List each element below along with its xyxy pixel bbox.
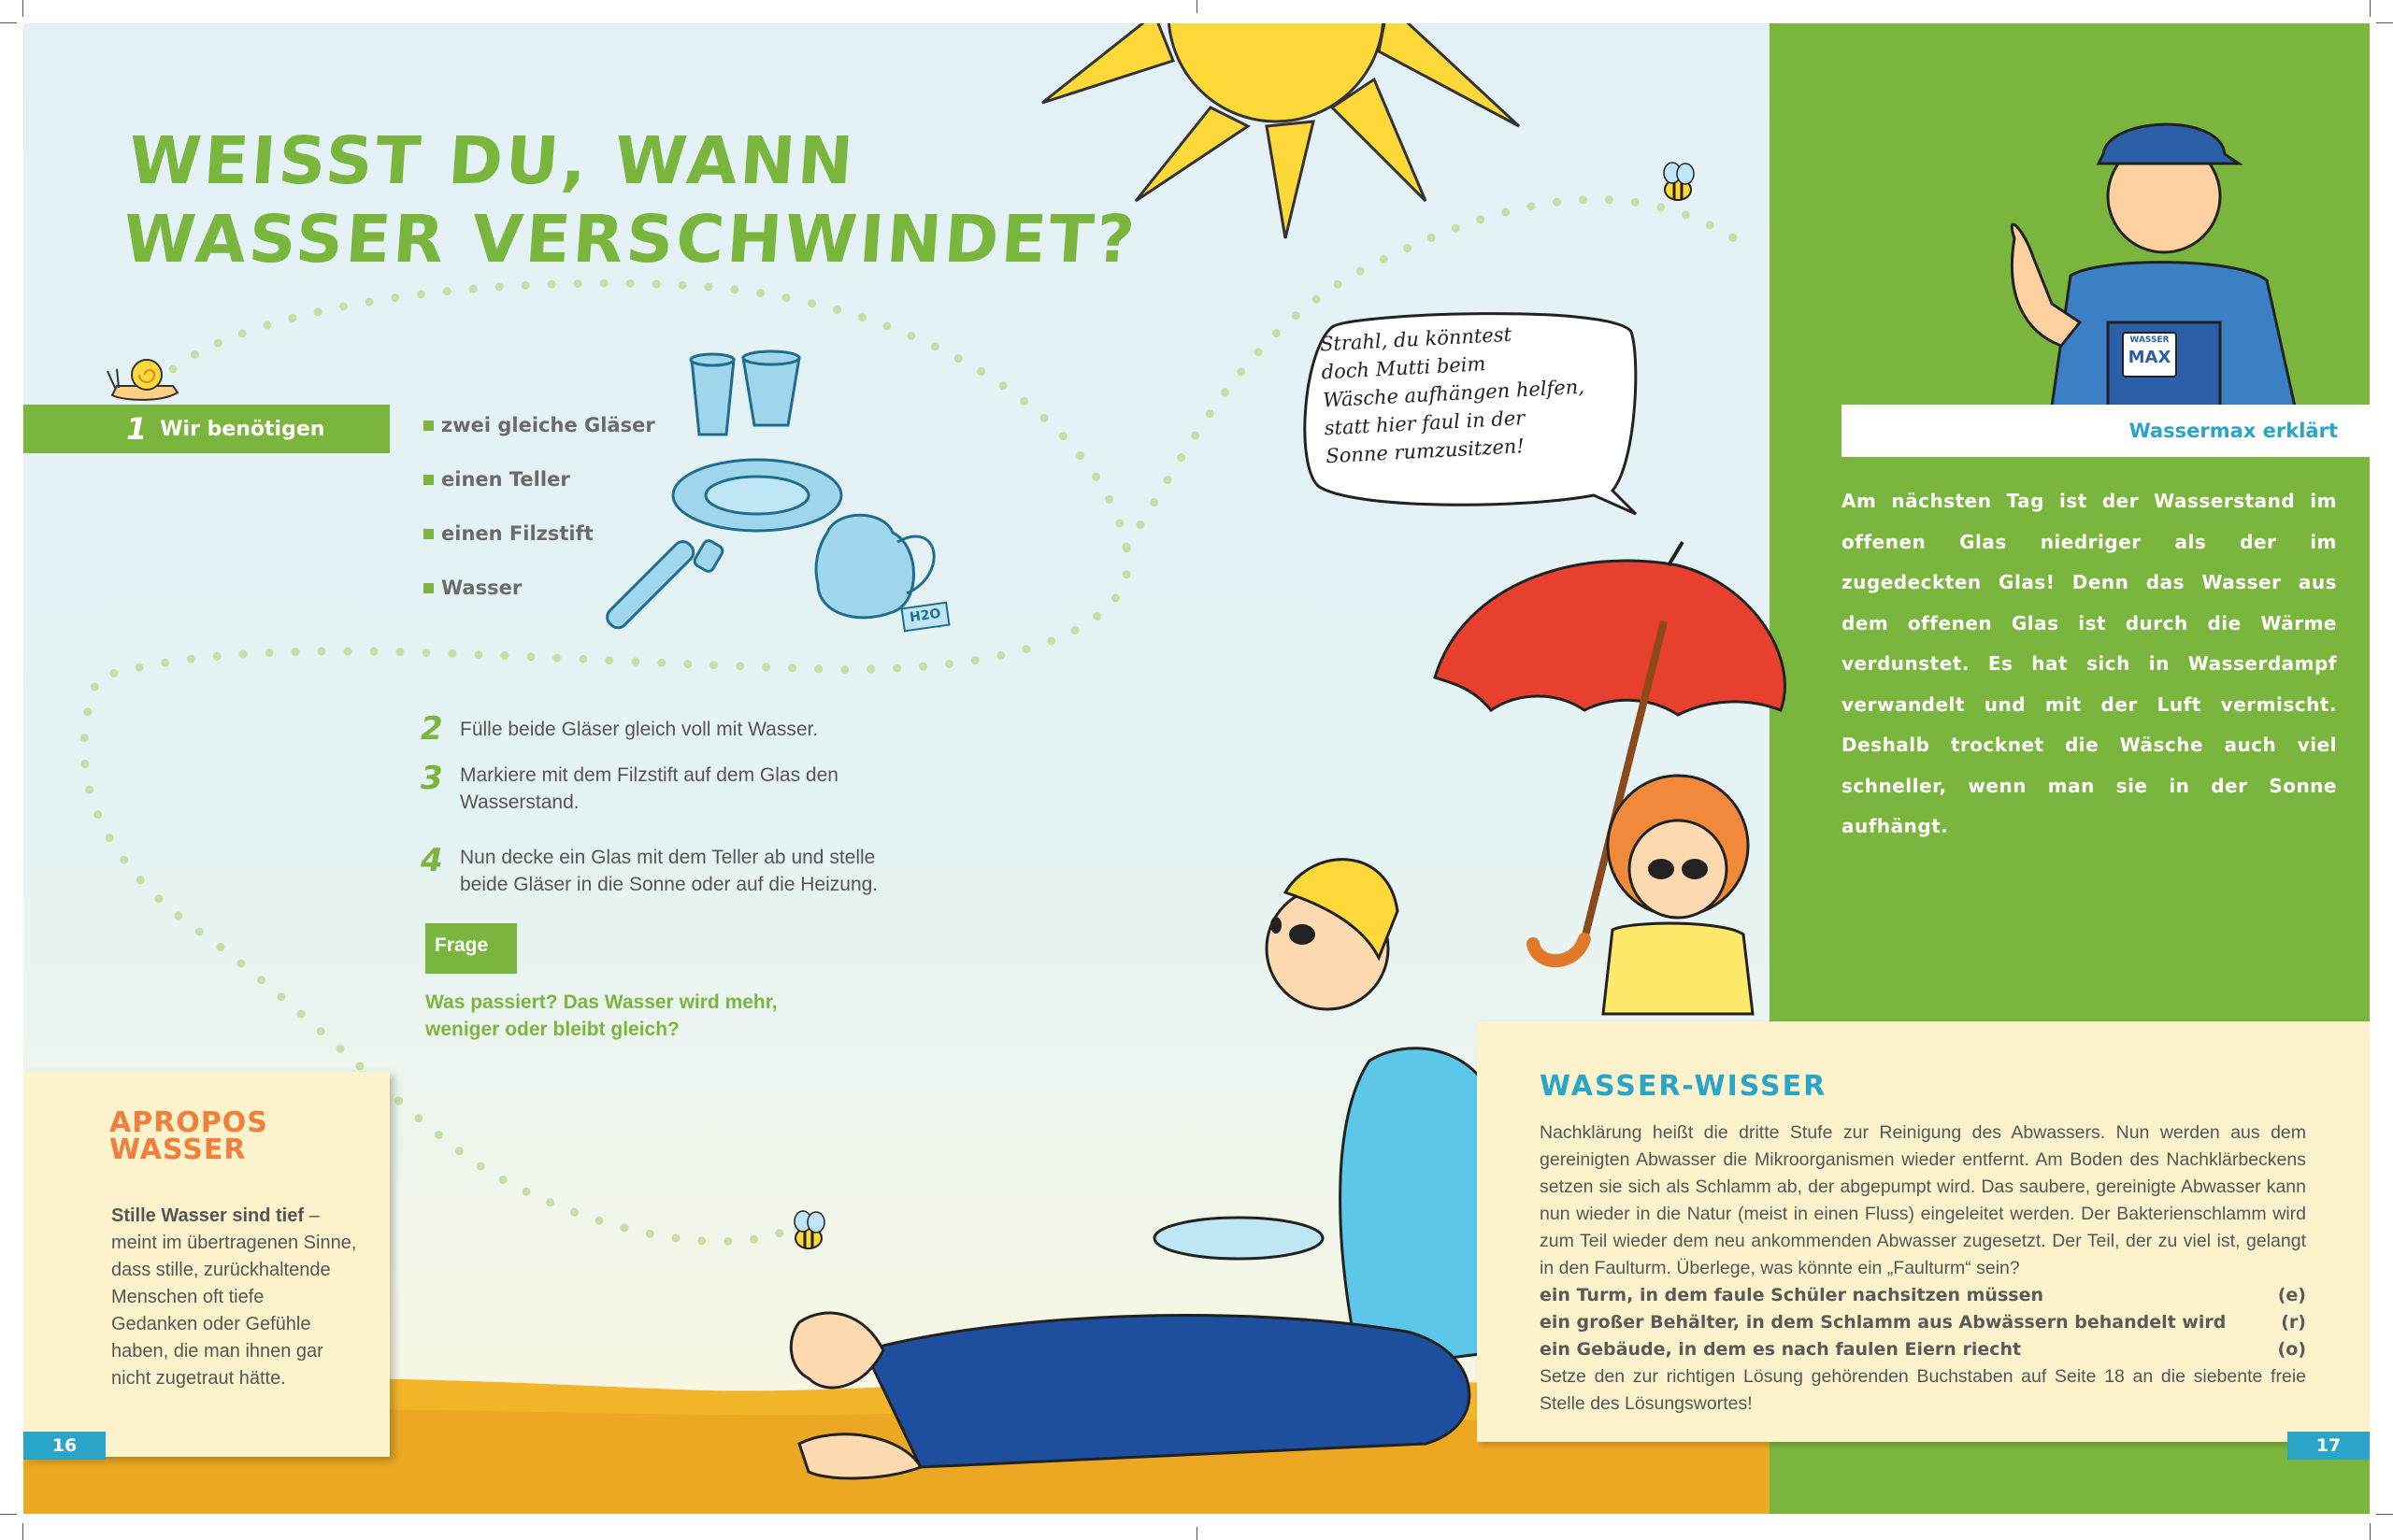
crop-mark (0, 22, 17, 23)
wassermax-badge: WASSER MAX (2122, 332, 2177, 378)
materials-list-item: zwei gleiche Gläser (423, 414, 655, 436)
page-number-left: 16 (23, 1432, 106, 1460)
crop-mark (2376, 22, 2393, 23)
apropos-bold: Stille Wasser sind tief (111, 1205, 304, 1226)
page-title (121, 121, 1145, 278)
wasser-wisser-content (1540, 1119, 2306, 1418)
wasser-wisser-footer: Setze den zur richtigen Lösung gehörenden Buchstaben auf Seite 18 an die siebente freie Stelle des Lösungswortes! (1540, 1366, 2306, 1414)
bullet-icon (423, 529, 434, 539)
page-number-right: 17 (2287, 1432, 2370, 1460)
step-1-number: 1 (126, 411, 148, 447)
apropos-box (23, 1072, 390, 1457)
materials-list-item: Wasser (423, 577, 522, 599)
answer-option: ein Turm, in dem faule Schüler nachsitzen müssen (e) (1540, 1285, 2306, 1305)
materials-illustration (604, 351, 944, 632)
boy-illustration (791, 860, 1510, 1478)
materials-list-item: einen Teller (423, 468, 570, 491)
step-1-label: Wir benötigen (160, 417, 325, 441)
frage-question: Was passiert? Das Wasser wird mehr, weniger oder bleibt gleich? (425, 991, 778, 1040)
crop-mark (2370, 0, 2371, 17)
wasser-wisser-heading: WASSER-WISSER (1540, 1070, 1827, 1103)
crop-mark (0, 1514, 17, 1515)
crop-mark (22, 0, 23, 17)
bee-illustration (1664, 163, 1694, 200)
step-number: 2 (421, 710, 443, 748)
bee-illustration (795, 1211, 824, 1248)
foot-icon (791, 1313, 883, 1388)
pitcher-label: H2O (900, 602, 950, 633)
crop-mark (2370, 1523, 2371, 1540)
step-text: Nun decke ein Glas mit dem Teller ab und stelle beide Gläser in die Sonne oder auf die Heizung. (460, 847, 879, 895)
materials-list-item: einen Filzstift (423, 522, 594, 545)
step-3 (421, 762, 838, 816)
plate-icon (1154, 1218, 1323, 1259)
umbrella-illustration (1435, 542, 1784, 961)
glass-icon (743, 358, 799, 425)
crop-mark (22, 1523, 23, 1540)
speech-bubble-text: Strahl, du könntest doch Mutti beim Wäsche aufhängen helfen, statt hier faul in der Sonne rumzusitzen! (1319, 322, 1585, 468)
booklet-spread (23, 23, 2370, 1514)
apropos-text: Stille Wasser sind tief – meint im übertragenen Sinne, dass stille, zurückhaltende Menschen oft tiefe Gedanken oder Gefühle haben, die man ihnen gar nicht zugetraut hätte. (111, 1205, 357, 1389)
wassermax-title: Wassermax erklärt (1841, 405, 2370, 457)
frage-label: Frage (425, 923, 517, 974)
bullet-icon (423, 475, 434, 485)
bullet-icon (423, 583, 434, 593)
step-number: 4 (421, 842, 443, 879)
wasser-wisser-box (1477, 1021, 2370, 1442)
title-line-1: WEISST DU, WANN (126, 122, 859, 199)
girl-illustration (1603, 776, 1753, 1014)
glass-icon (692, 360, 734, 435)
crop-mark (1196, 1527, 1197, 1540)
answer-option: ein Gebäude, in dem es nach faulen Eiern riecht (o) (1540, 1339, 2306, 1360)
bullet-icon (423, 421, 434, 431)
step-text: Fülle beide Gläser gleich voll mit Wasser. (460, 718, 819, 740)
crop-mark (1196, 0, 1197, 13)
cap-icon (2099, 124, 2239, 164)
snail-illustration (107, 360, 178, 400)
apropos-heading: APROPOS WASSER (109, 1106, 268, 1166)
step-text: Markiere mit dem Filzstift auf dem Glas den Wasserstand. (460, 764, 838, 813)
step-4 (421, 844, 878, 898)
pen-icon (604, 538, 697, 632)
step-number: 3 (421, 760, 443, 797)
crop-mark (2376, 1514, 2393, 1515)
answer-option: ein großer Behälter, in dem Schlamm aus Abwässern behandelt wird (r) (1540, 1312, 2306, 1333)
wassermax-text: Am nächsten Tag ist der Wasserstand im offenen Glas niedriger als der im zugedeckten Glas! Denn das Wasser aus dem offenen Glas ist durch die Wärme verdunstet. Es hat sich in Wasserdampf verwandelt und mit der Luft vermischt. Deshalb trocknet die Wäsche auch viel schneller, wenn man sie in der Sonne aufhängt. (1841, 490, 2337, 837)
wasser-wisser-text: Nachklärung heißt die dritte Stufe zur Reinigung des Abwassers. Nun werden aus dem gereinigten Abwasser die Mikroorganismen wieder entfernt. Am Boden des Nachklärbeckens setzen sie sich als Schlamm ab, der abgepumpt wird. Das saubere, gereinigte Abwasser kann nun wieder in die Natur (meist in einen Fluss) eingeleitet werden. Der Bakterienschlamm wird zum Teil wieder dem neu ankommenden Abwasser zugesetzt. Der Teil, der zu viel ist, gelangt in den Faulturm. Überlege, was könnte ein „Faulturm“ sein? (1540, 1122, 2306, 1278)
title-line-2: WASSER VERSCHWINDET? (121, 201, 1140, 278)
pitcher-icon (816, 515, 913, 618)
step-2 (421, 710, 818, 748)
step-1-bar (23, 405, 390, 453)
